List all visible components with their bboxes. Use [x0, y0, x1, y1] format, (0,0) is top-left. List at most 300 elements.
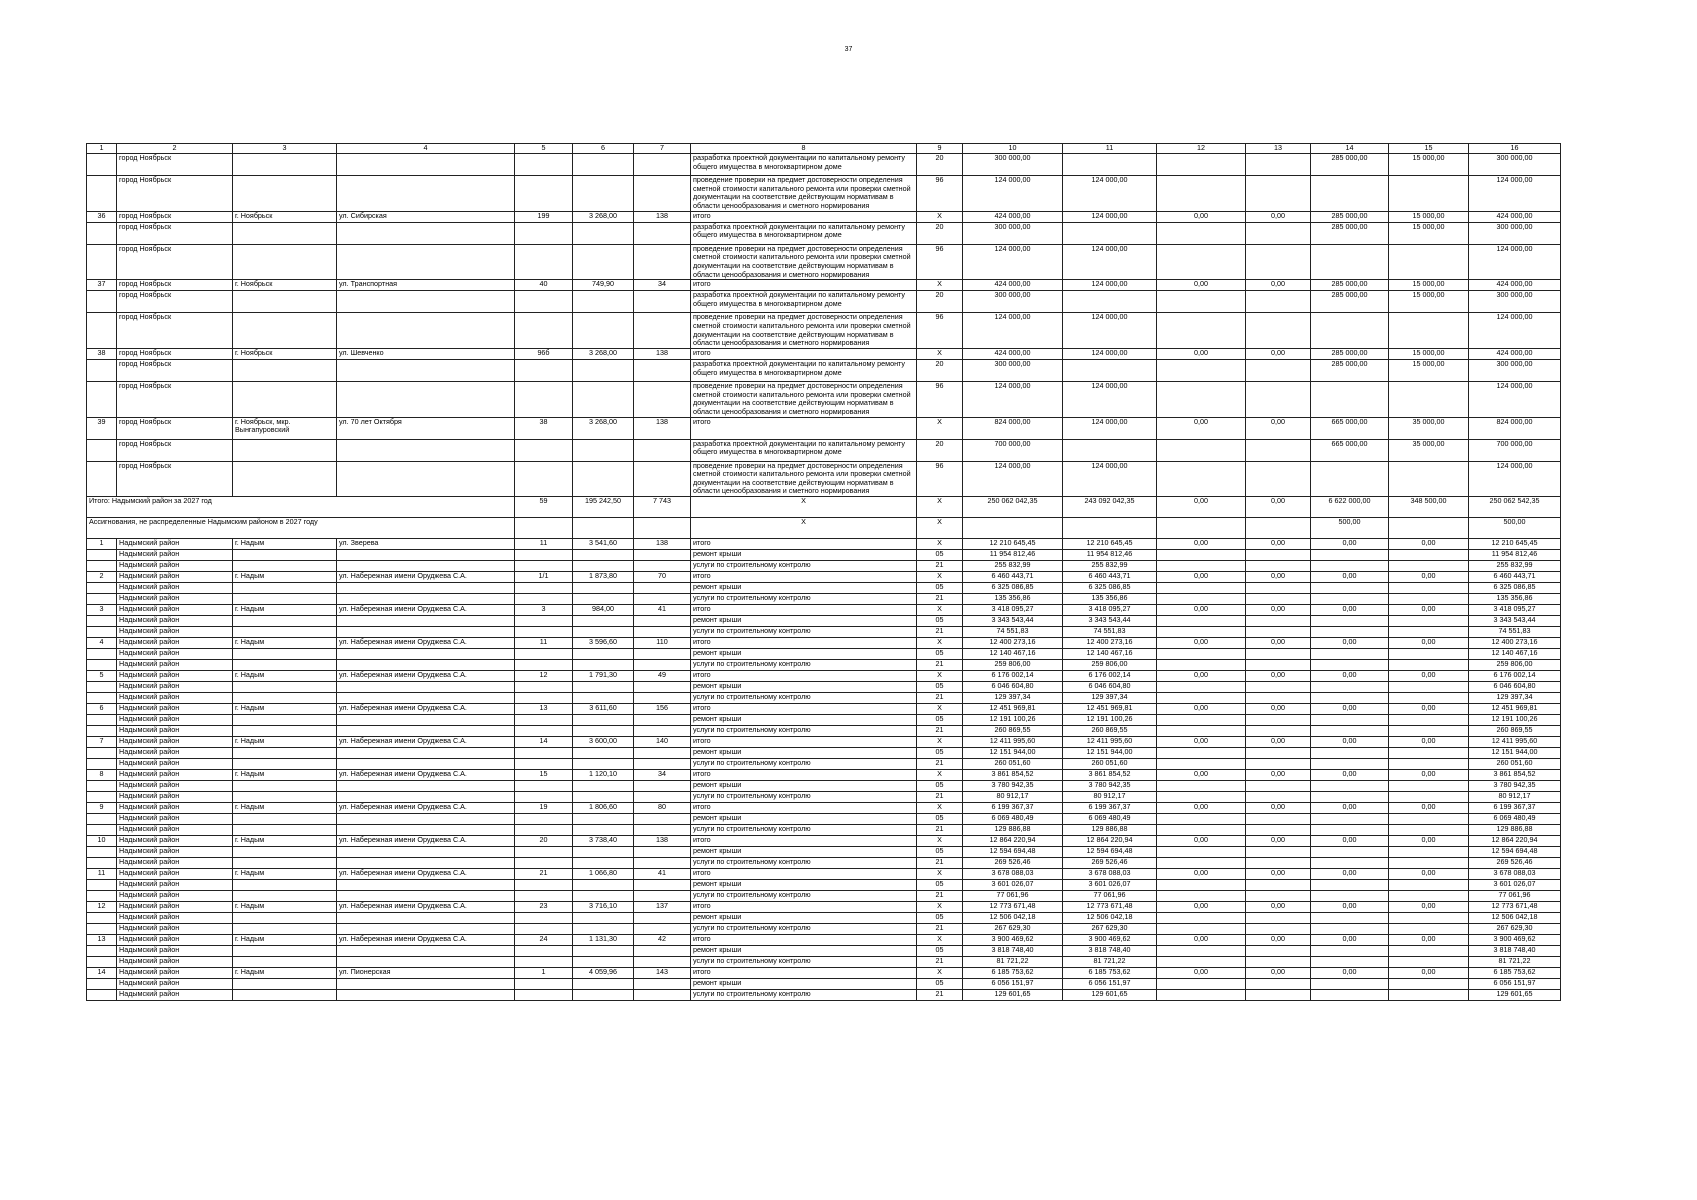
table-cell: [634, 814, 691, 825]
table-cell: Надымский район: [117, 704, 233, 715]
table-cell: 300 000,00: [1469, 154, 1561, 176]
table-cell: [515, 627, 573, 638]
table-cell: 267 629,30: [1469, 924, 1561, 935]
table-cell: 35 000,00: [1389, 439, 1469, 461]
table-cell: 05: [917, 715, 963, 726]
table-cell: Х: [691, 518, 917, 539]
table-cell: [1157, 660, 1246, 671]
table-row: [87, 671, 1561, 682]
table-cell: Надымский район: [117, 946, 233, 957]
table-cell: [1389, 913, 1469, 924]
table-row: [87, 880, 1561, 891]
table-cell: г. Надым: [233, 968, 337, 979]
table-cell: 0,00: [1246, 605, 1311, 616]
table-cell: 81 721,22: [963, 957, 1063, 968]
table-cell: [1389, 176, 1469, 212]
table-cell: 250 062 042,35: [963, 497, 1063, 518]
table-cell: [515, 660, 573, 671]
table-cell: [1246, 649, 1311, 660]
table-cell: [573, 990, 634, 1001]
table-cell: 96: [917, 381, 963, 417]
table-cell: [233, 693, 337, 704]
table-cell: [1246, 924, 1311, 935]
table-cell: 285 000,00: [1311, 154, 1389, 176]
table-cell: Надымский район: [117, 616, 233, 627]
table-cell: 12 773 671,48: [1469, 902, 1561, 913]
table-cell: [87, 550, 117, 561]
table-cell: [1157, 176, 1246, 212]
column-header: 1: [87, 144, 117, 154]
table-cell: 7: [87, 737, 117, 748]
table-cell: 6 069 480,49: [1063, 814, 1157, 825]
table-cell: 20: [917, 222, 963, 244]
table-row: [87, 770, 1561, 781]
table-cell: 138: [634, 836, 691, 847]
table-cell: [1246, 222, 1311, 244]
table-cell: 6: [87, 704, 117, 715]
table-cell: 269 526,46: [963, 858, 1063, 869]
table-cell: [1311, 561, 1389, 572]
table-cell: услуги по строительному контролю: [691, 957, 917, 968]
table-row: [87, 836, 1561, 847]
table-cell: [1157, 979, 1246, 990]
table-cell: Надымский район: [117, 814, 233, 825]
table-cell: город Ноябрьск: [117, 461, 233, 497]
column-header: 12: [1157, 144, 1246, 154]
table-cell: Надымский район: [117, 770, 233, 781]
table-cell: [337, 561, 515, 572]
table-cell: Надымский район: [117, 550, 233, 561]
table-cell: 12 594 694,48: [1063, 847, 1157, 858]
table-cell: [87, 913, 117, 924]
table-cell: Надымский район: [117, 627, 233, 638]
table-cell: [515, 359, 573, 381]
table-cell: 0,00: [1157, 704, 1246, 715]
table-cell: 96: [917, 313, 963, 349]
table-cell: 0,00: [1157, 280, 1246, 291]
table-cell: Х: [917, 902, 963, 913]
table-cell: ул. 70 лет Октября: [337, 417, 515, 439]
table-cell: 12 451 969,81: [963, 704, 1063, 715]
table-cell: 20: [917, 154, 963, 176]
table-cell: Х: [917, 869, 963, 880]
table-cell: 0,00: [1246, 704, 1311, 715]
table-cell: [337, 594, 515, 605]
table-cell: [1157, 726, 1246, 737]
table-cell: [233, 381, 337, 417]
table-cell: г. Надым: [233, 803, 337, 814]
table-row: [87, 605, 1561, 616]
table-cell: [1389, 244, 1469, 280]
table-cell: 15 000,00: [1389, 222, 1469, 244]
table-cell: Надымский район: [117, 759, 233, 770]
column-header: 9: [917, 144, 963, 154]
table-cell: [1157, 693, 1246, 704]
table-cell: 05: [917, 946, 963, 957]
table-cell: [87, 781, 117, 792]
table-cell: итого: [691, 348, 917, 359]
table-cell: [515, 814, 573, 825]
table-cell: [1311, 627, 1389, 638]
table-cell: [1157, 381, 1246, 417]
table-row: [87, 781, 1561, 792]
table-cell: [337, 858, 515, 869]
table-cell: [634, 594, 691, 605]
table-cell: 3 596,60: [573, 638, 634, 649]
table-cell: [1311, 880, 1389, 891]
table-cell: [1246, 726, 1311, 737]
table-cell: [1311, 313, 1389, 349]
table-cell: [1246, 682, 1311, 693]
table-cell: [1389, 616, 1469, 627]
table-cell: ремонт крыши: [691, 682, 917, 693]
table-cell: 138: [634, 348, 691, 359]
page-number: 37: [844, 46, 853, 53]
table-row: [87, 176, 1561, 212]
table-row: [87, 660, 1561, 671]
table-cell: [1246, 616, 1311, 627]
table-cell: 260 869,55: [1469, 726, 1561, 737]
table-cell: [233, 291, 337, 313]
table-cell: услуги по строительному контролю: [691, 825, 917, 836]
table-cell: 15 000,00: [1389, 291, 1469, 313]
table-cell: [515, 759, 573, 770]
table-cell: 700 000,00: [1469, 439, 1561, 461]
table-cell: [87, 979, 117, 990]
table-cell: [1246, 781, 1311, 792]
table-cell: [1311, 946, 1389, 957]
table-cell: [573, 660, 634, 671]
table-cell: 5: [87, 671, 117, 682]
table-cell: [515, 913, 573, 924]
table-cell: г. Надым: [233, 935, 337, 946]
table-cell: 21: [917, 957, 963, 968]
table-cell: Х: [917, 518, 963, 539]
table-cell: 05: [917, 781, 963, 792]
table-cell: 0,00: [1389, 935, 1469, 946]
table-row: [87, 759, 1561, 770]
table-cell: 6 199 367,37: [1063, 803, 1157, 814]
table-cell: [634, 627, 691, 638]
table-cell: 300 000,00: [1469, 291, 1561, 313]
table-cell: [515, 439, 573, 461]
table-cell: [87, 748, 117, 759]
table-cell: Надымский район: [117, 660, 233, 671]
table-cell: г. Надым: [233, 671, 337, 682]
table-cell: [634, 649, 691, 660]
table-cell: 3 601 026,07: [963, 880, 1063, 891]
table-cell: 300 000,00: [963, 154, 1063, 176]
table-cell: [87, 359, 117, 381]
table-cell: 11: [515, 638, 573, 649]
column-header: 2: [117, 144, 233, 154]
table-cell: 0,00: [1389, 737, 1469, 748]
table-cell: [1246, 792, 1311, 803]
table-cell: Х: [917, 836, 963, 847]
table-cell: 21: [917, 825, 963, 836]
table-cell: проведение проверки на предмет достоверности определения сметной стоимости капитального ремонта или проверки сметной документации на соответствие действующим нормативам в области ценообразования и сметного нормирования: [691, 461, 917, 497]
table-cell: 12 451 969,81: [1063, 704, 1157, 715]
table-cell: 3 861 854,52: [1063, 770, 1157, 781]
table-row: [87, 792, 1561, 803]
table-cell: 0,00: [1157, 671, 1246, 682]
table-cell: 255 832,99: [1063, 561, 1157, 572]
table-cell: [87, 858, 117, 869]
table-cell: [634, 957, 691, 968]
table-cell: [573, 176, 634, 212]
table-cell: 135 356,86: [1063, 594, 1157, 605]
table-cell: город Ноябрьск: [117, 439, 233, 461]
table-cell: [1157, 291, 1246, 313]
table-cell: ремонт крыши: [691, 649, 917, 660]
table-cell: ул. Сибирская: [337, 211, 515, 222]
table-cell: [1389, 715, 1469, 726]
table-cell: 6 056 151,97: [963, 979, 1063, 990]
table-cell: Надымский район: [117, 605, 233, 616]
table-cell: 20: [515, 836, 573, 847]
table-cell: 12: [515, 671, 573, 682]
table-cell: [1389, 627, 1469, 638]
table-cell: 199: [515, 211, 573, 222]
table-cell: г. Ноябрьск: [233, 280, 337, 291]
table-cell: [634, 693, 691, 704]
table-cell: [1311, 957, 1389, 968]
table-cell: 0,00: [1157, 836, 1246, 847]
table-cell: [573, 726, 634, 737]
table-cell: 500,00: [1311, 518, 1389, 539]
table-cell: [87, 649, 117, 660]
table-cell: 0,00: [1311, 605, 1389, 616]
table-cell: 424 000,00: [1469, 348, 1561, 359]
table-cell: 700 000,00: [963, 439, 1063, 461]
table-cell: [1311, 381, 1389, 417]
table-cell: [233, 550, 337, 561]
table-cell: 135 356,86: [1469, 594, 1561, 605]
table-row: [87, 417, 1561, 439]
table-cell: 4 059,96: [573, 968, 634, 979]
table-cell: 137: [634, 902, 691, 913]
table-cell: 0,00: [1389, 968, 1469, 979]
table-cell: [1246, 518, 1311, 539]
table-cell: 3 418 095,27: [963, 605, 1063, 616]
table-cell: услуги по строительному контролю: [691, 924, 917, 935]
table-cell: Надымский район: [117, 671, 233, 682]
table-cell: [1157, 825, 1246, 836]
table-cell: 6 046 604,80: [963, 682, 1063, 693]
table-cell: [1246, 660, 1311, 671]
table-cell: Надымский район: [117, 979, 233, 990]
table-cell: 36: [87, 211, 117, 222]
table-cell: [1246, 176, 1311, 212]
table-cell: [634, 748, 691, 759]
table-cell: услуги по строительному контролю: [691, 693, 917, 704]
table-cell: 6 460 443,71: [1063, 572, 1157, 583]
table-cell: итого: [691, 280, 917, 291]
table-cell: итого: [691, 836, 917, 847]
table-cell: 0,00: [1311, 902, 1389, 913]
table-cell: итого: [691, 737, 917, 748]
table-cell: [1311, 461, 1389, 497]
table-cell: Надымский район: [117, 649, 233, 660]
table-cell: [1246, 715, 1311, 726]
table-cell: 0,00: [1157, 737, 1246, 748]
table-cell: [573, 759, 634, 770]
table-cell: [1311, 792, 1389, 803]
table-cell: 05: [917, 748, 963, 759]
table-cell: 12 151 944,00: [1063, 748, 1157, 759]
table-cell: [233, 561, 337, 572]
table-cell: 0,00: [1157, 869, 1246, 880]
table-cell: 129 886,88: [1469, 825, 1561, 836]
table-cell: [573, 550, 634, 561]
table-cell: [1246, 957, 1311, 968]
table-cell: 35 000,00: [1389, 417, 1469, 439]
table-cell: 3 418 095,27: [1063, 605, 1157, 616]
table-cell: [573, 946, 634, 957]
table-cell: 96: [917, 244, 963, 280]
table-cell: 34: [634, 280, 691, 291]
table-cell: 0,00: [1311, 638, 1389, 649]
table-cell: [87, 891, 117, 902]
summary-label: Итого: Надымский район за 2027 год: [87, 497, 515, 518]
table-row: [87, 825, 1561, 836]
table-cell: 3 268,00: [573, 348, 634, 359]
table-cell: [1389, 979, 1469, 990]
table-cell: [1311, 649, 1389, 660]
table-cell: [573, 858, 634, 869]
table-cell: 6 325 086,85: [963, 583, 1063, 594]
table-cell: [634, 847, 691, 858]
table-cell: [1389, 957, 1469, 968]
table-cell: [573, 792, 634, 803]
table-cell: 269 526,46: [1469, 858, 1561, 869]
table-row: [87, 990, 1561, 1001]
table-cell: [1311, 847, 1389, 858]
table-cell: [573, 957, 634, 968]
table-cell: [1311, 693, 1389, 704]
table-cell: 0,00: [1246, 770, 1311, 781]
table-cell: 49: [634, 671, 691, 682]
table-cell: услуги по строительному контролю: [691, 561, 917, 572]
table-cell: [337, 244, 515, 280]
table-cell: услуги по строительному контролю: [691, 891, 917, 902]
table-cell: 3 678 088,03: [1063, 869, 1157, 880]
table-cell: услуги по строительному контролю: [691, 792, 917, 803]
table-cell: 195 242,50: [573, 497, 634, 518]
table-cell: 05: [917, 616, 963, 627]
table-cell: 135 356,86: [963, 594, 1063, 605]
table-cell: [515, 313, 573, 349]
table-cell: Х: [917, 803, 963, 814]
table-cell: итого: [691, 417, 917, 439]
table-cell: 0,00: [1389, 605, 1469, 616]
table-row: [87, 726, 1561, 737]
table-cell: [515, 693, 573, 704]
table-cell: 12 191 100,26: [963, 715, 1063, 726]
table-cell: [573, 561, 634, 572]
table-cell: 0,00: [1157, 803, 1246, 814]
table-row: [87, 693, 1561, 704]
table-cell: [337, 583, 515, 594]
table-cell: 1 066,80: [573, 869, 634, 880]
table-cell: 0,00: [1246, 417, 1311, 439]
table-cell: [634, 359, 691, 381]
table-cell: итого: [691, 902, 917, 913]
table-cell: [1311, 913, 1389, 924]
summary-label: Ассигнования, не распределенные Надымским районом в 2027 году: [87, 518, 515, 539]
table-cell: 12 506 042,18: [963, 913, 1063, 924]
table-cell: 13: [515, 704, 573, 715]
table-cell: 3 780 942,35: [1063, 781, 1157, 792]
table-cell: [1311, 924, 1389, 935]
table-cell: 259 806,00: [963, 660, 1063, 671]
table-cell: [233, 649, 337, 660]
table-cell: 124 000,00: [1063, 211, 1157, 222]
table-cell: 3 780 942,35: [1469, 781, 1561, 792]
table-cell: 243 092 042,35: [1063, 497, 1157, 518]
table-cell: ул. Набережная имени Оруджева С.А.: [337, 704, 515, 715]
table-cell: [1311, 176, 1389, 212]
table-cell: [1157, 154, 1246, 176]
table-row: [87, 968, 1561, 979]
table-cell: [1389, 313, 1469, 349]
table-cell: [573, 616, 634, 627]
table-cell: 0,00: [1157, 638, 1246, 649]
table-cell: ул. Шевченко: [337, 348, 515, 359]
table-cell: [1246, 759, 1311, 770]
table-cell: 424 000,00: [963, 280, 1063, 291]
table-cell: [233, 891, 337, 902]
table-cell: [515, 726, 573, 737]
table-cell: 15: [515, 770, 573, 781]
column-header: 16: [1469, 144, 1561, 154]
table-cell: 21: [515, 869, 573, 880]
table-cell: 124 000,00: [1469, 176, 1561, 212]
table-row: [87, 313, 1561, 349]
table-cell: г. Надым: [233, 605, 337, 616]
table-cell: 255 832,99: [1469, 561, 1561, 572]
table-cell: [1311, 594, 1389, 605]
table-cell: [1389, 682, 1469, 693]
table-cell: [233, 154, 337, 176]
table-cell: 21: [917, 594, 963, 605]
table-cell: 12 864 220,94: [963, 836, 1063, 847]
table-cell: 96: [917, 461, 963, 497]
table-cell: 13: [87, 935, 117, 946]
table-cell: 0,00: [1157, 539, 1246, 550]
table-cell: ремонт крыши: [691, 550, 917, 561]
table-cell: [337, 825, 515, 836]
table-cell: 7 743: [634, 497, 691, 518]
table-cell: [337, 946, 515, 957]
table-cell: [1157, 518, 1246, 539]
table-cell: 80 912,17: [1063, 792, 1157, 803]
table-cell: [1157, 627, 1246, 638]
table-cell: [1311, 891, 1389, 902]
table-cell: [87, 583, 117, 594]
table-cell: [1246, 461, 1311, 497]
table-cell: ул. Зверева: [337, 539, 515, 550]
table-cell: 3 818 748,40: [963, 946, 1063, 957]
table-cell: 156: [634, 704, 691, 715]
table-cell: Надымский район: [117, 781, 233, 792]
table-cell: [634, 660, 691, 671]
table-cell: 6 056 151,97: [1063, 979, 1157, 990]
table-cell: [1389, 825, 1469, 836]
table-cell: разработка проектной документации по капитальному ремонту общего имущества в многоквартирном доме: [691, 439, 917, 461]
table-row: [87, 211, 1561, 222]
table-cell: [1157, 946, 1246, 957]
